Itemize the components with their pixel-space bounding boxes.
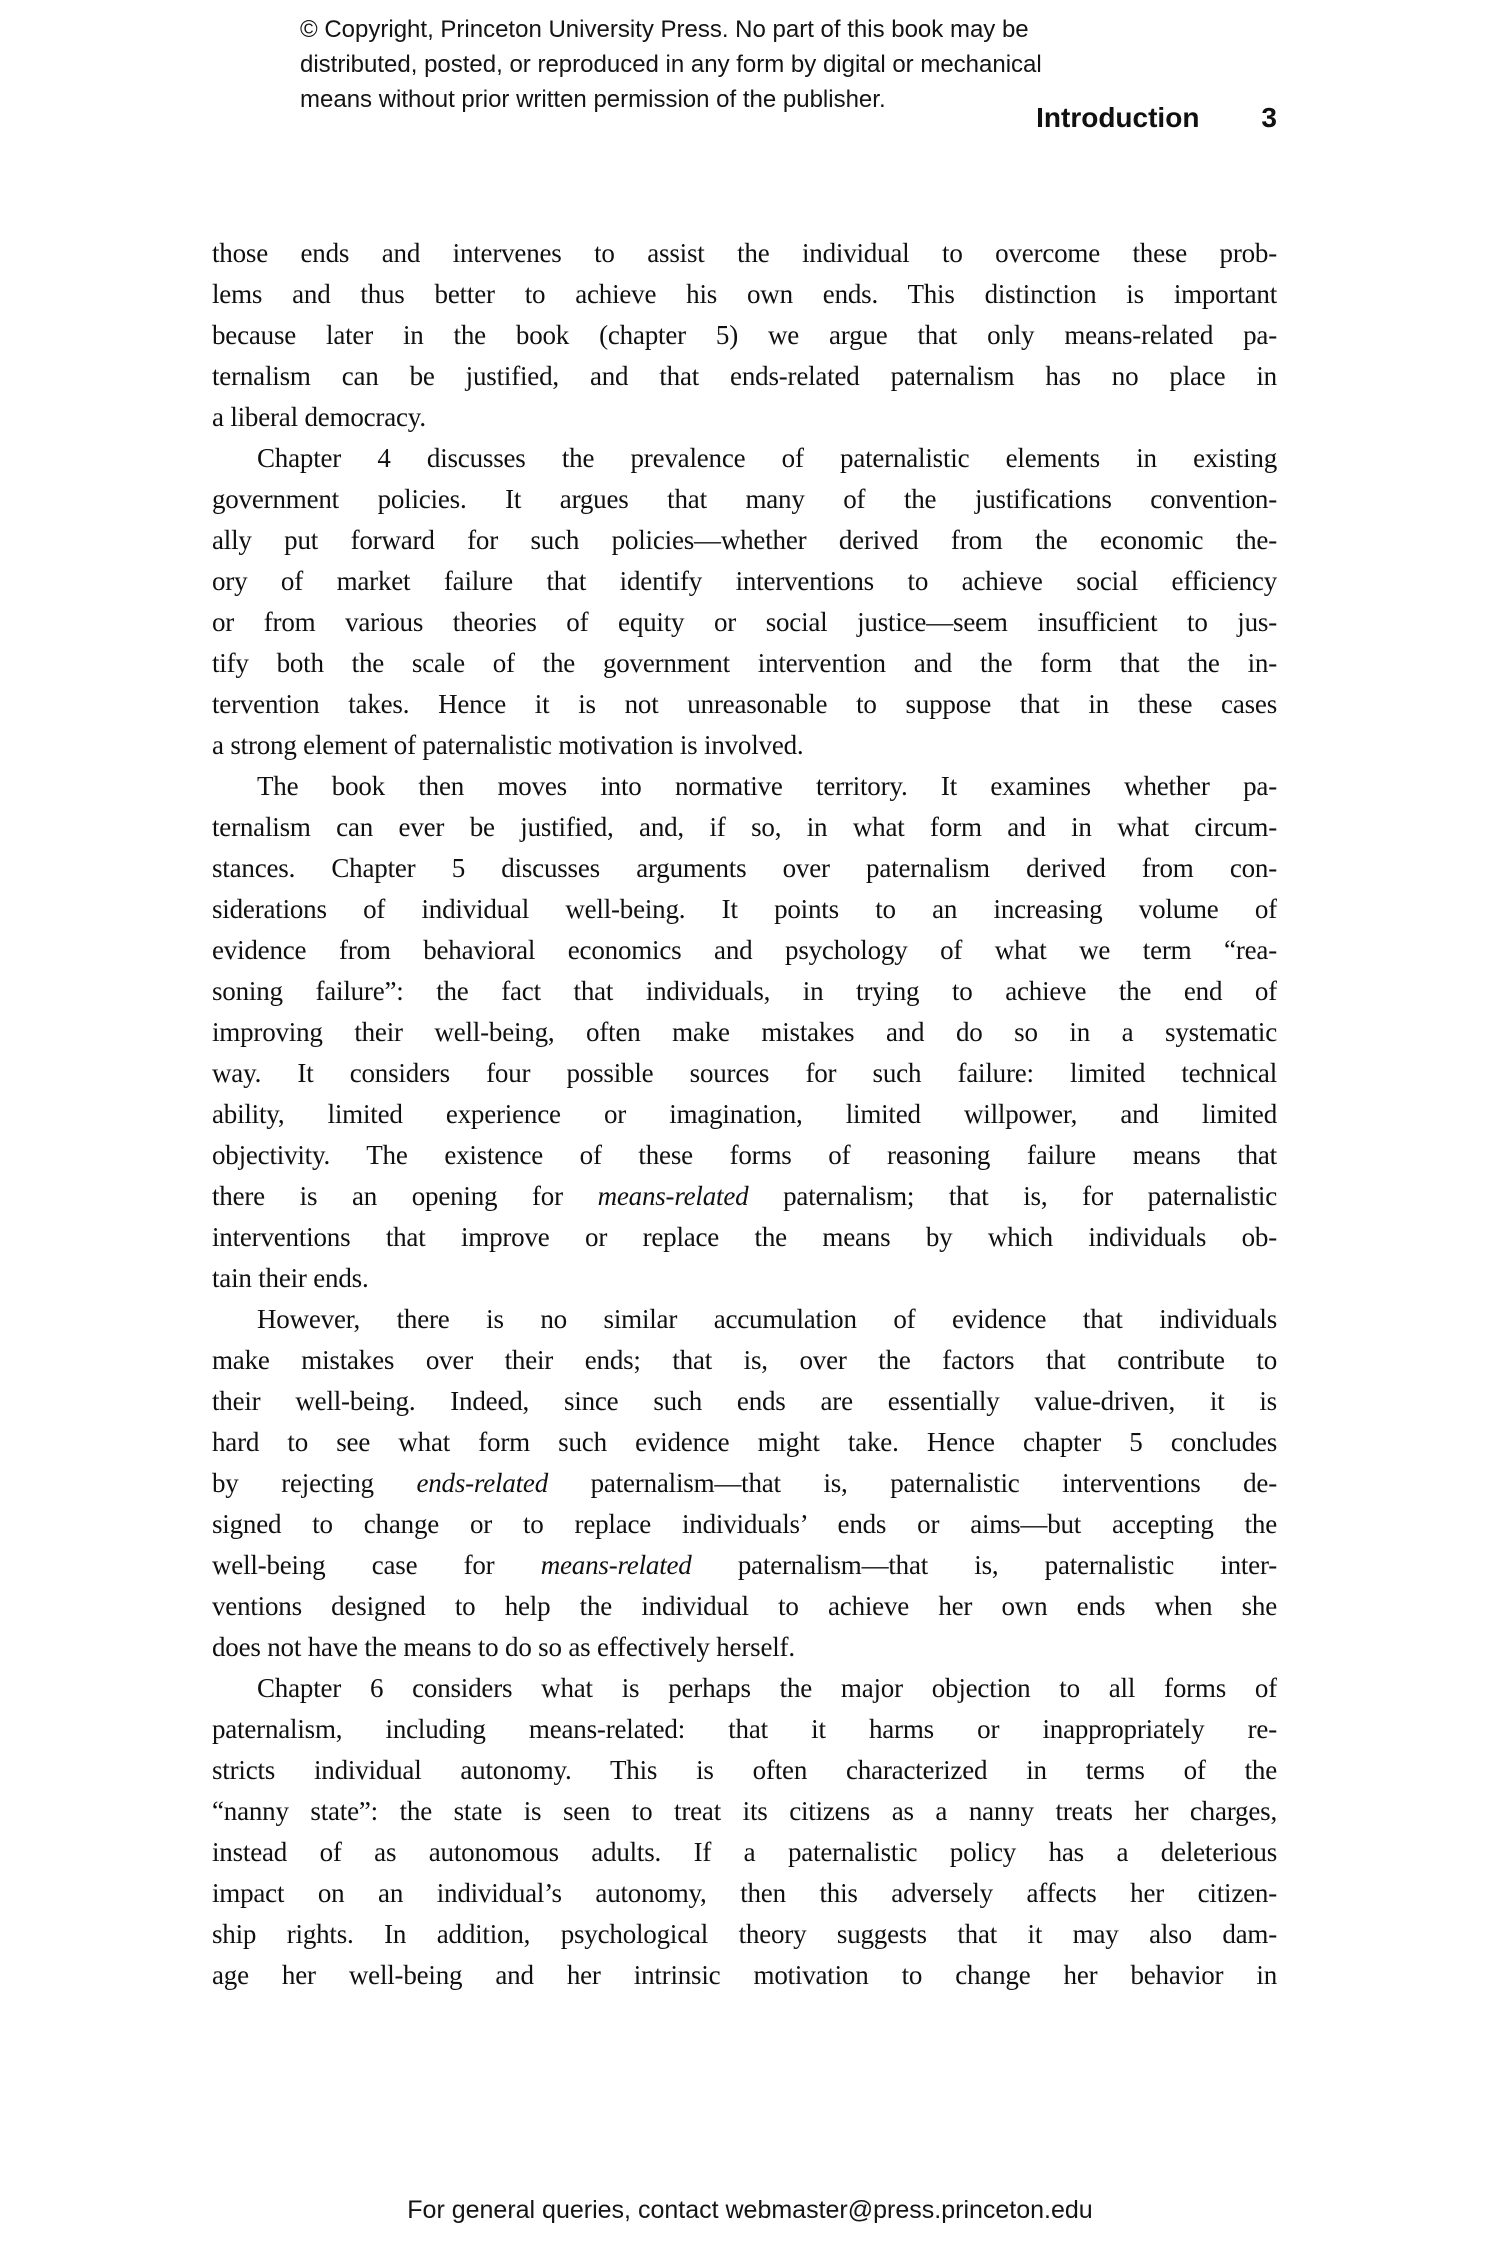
- running-head: [212, 102, 1277, 134]
- body-line: well-being case for means-related paternalism—that is, paternalistic inter-: [212, 1550, 1277, 1580]
- paragraph: [212, 438, 1277, 766]
- body-line: objectivity. The existence of these forms of reasoning failure means that: [212, 1140, 1277, 1170]
- body-line: ally put forward for such policies—whether derived from the economic the-: [212, 525, 1277, 555]
- body-line: ternalism can be justified, and that ends-related paternalism has no place in: [212, 361, 1277, 391]
- body-line: age her well-being and her intrinsic motivation to change her behavior in: [212, 1960, 1277, 1990]
- body-line: impact on an individual’s autonomy, then this adversely affects her citizen-: [212, 1878, 1277, 1908]
- body-line: Chapter 4 discusses the prevalence of paternalistic elements in existing: [257, 443, 1277, 473]
- body-line: signed to change or to replace individuals’ ends or aims—but accepting the: [212, 1509, 1277, 1539]
- body-line: tervention takes. Hence it is not unreasonable to suppose that in these cases: [212, 689, 1277, 719]
- paragraph: [212, 233, 1277, 438]
- paragraph: [212, 1668, 1277, 1996]
- body-line: paternalism, including means-related: that it harms or inappropriately re-: [212, 1714, 1277, 1744]
- body-line: government policies. It argues that many of the justifications convention-: [212, 484, 1277, 514]
- copyright-line: means without prior written permission of the publisher.: [300, 86, 886, 113]
- paragraph: [212, 1299, 1277, 1668]
- body-line: lems and thus better to achieve his own ends. This distinction is important: [212, 279, 1277, 309]
- body-line: way. It considers four possible sources for such failure: limited technical: [212, 1058, 1277, 1088]
- body-line: ventions designed to help the individual to achieve her own ends when she: [212, 1591, 1277, 1621]
- body-line: a liberal democracy.: [212, 402, 426, 432]
- body-line: or from various theories of equity or social justice—seem insufficient to jus-: [212, 607, 1277, 637]
- body-line: tain their ends.: [212, 1263, 369, 1293]
- body-line: hard to see what form such evidence might take. Hence chapter 5 concludes: [212, 1427, 1277, 1457]
- body-line: improving their well-being, often make mistakes and do so in a systematic: [212, 1017, 1277, 1047]
- chapter-title: Introduction: [1036, 102, 1200, 133]
- body-line: siderations of individual well-being. It points to an increasing volume of: [212, 894, 1277, 924]
- body-line: stricts individual autonomy. This is often characterized in terms of the: [212, 1755, 1277, 1785]
- body-line: does not have the means to do so as effectively herself.: [212, 1632, 795, 1662]
- body-line: ship rights. In addition, psychological theory suggests that it may also dam-: [212, 1919, 1277, 1949]
- footer-queries-note: For general queries, contact webmaster@press.princeton.edu: [407, 2196, 1093, 2224]
- page-number: 3: [1261, 102, 1277, 133]
- copyright-line: © Copyright, Princeton University Press. No part of this book may be: [300, 16, 1029, 43]
- body-line: there is an opening for means-related paternalism; that is, for paternalistic: [212, 1181, 1277, 1211]
- body-line: by rejecting ends-related paternalism—that is, paternalistic interventions de-: [212, 1468, 1277, 1498]
- copyright-line: distributed, posted, or reproduced in any form by digital or mechanical: [300, 51, 1042, 78]
- body-text: [212, 233, 1277, 1996]
- body-line: However, there is no similar accumulation of evidence that individuals: [257, 1304, 1277, 1334]
- paragraph: [212, 766, 1277, 1299]
- body-line: those ends and intervenes to assist the individual to overcome these prob-: [212, 238, 1277, 268]
- body-line: interventions that improve or replace the means by which individuals ob-: [212, 1222, 1277, 1252]
- body-line: soning failure”: the fact that individuals, in trying to achieve the end of: [212, 976, 1277, 1006]
- body-line: ternalism can ever be justified, and, if so, in what form and in what circum-: [212, 812, 1277, 842]
- body-line: tify both the scale of the government intervention and the form that the in-: [212, 648, 1277, 678]
- body-line: Chapter 6 considers what is perhaps the major objection to all forms of: [257, 1673, 1277, 1703]
- body-line: a strong element of paternalistic motivation is involved.: [212, 730, 804, 760]
- body-line: stances. Chapter 5 discusses arguments over paternalism derived from con-: [212, 853, 1277, 883]
- body-line: make mistakes over their ends; that is, over the factors that contribute to: [212, 1345, 1277, 1375]
- body-line: ability, limited experience or imagination, limited willpower, and limited: [212, 1099, 1277, 1129]
- body-line: The book then moves into normative territory. It examines whether pa-: [257, 771, 1277, 801]
- body-line: instead of as autonomous adults. If a paternalistic policy has a deleterious: [212, 1837, 1277, 1867]
- body-line: their well-being. Indeed, since such ends are essentially value-driven, it is: [212, 1386, 1277, 1416]
- body-line: “nanny state”: the state is seen to treat its citizens as a nanny treats her charges,: [212, 1796, 1277, 1826]
- body-line: because later in the book (chapter 5) we argue that only means-related pa-: [212, 320, 1277, 350]
- body-line: evidence from behavioral economics and psychology of what we term “rea-: [212, 935, 1277, 965]
- body-line: ory of market failure that identify interventions to achieve social efficiency: [212, 566, 1277, 596]
